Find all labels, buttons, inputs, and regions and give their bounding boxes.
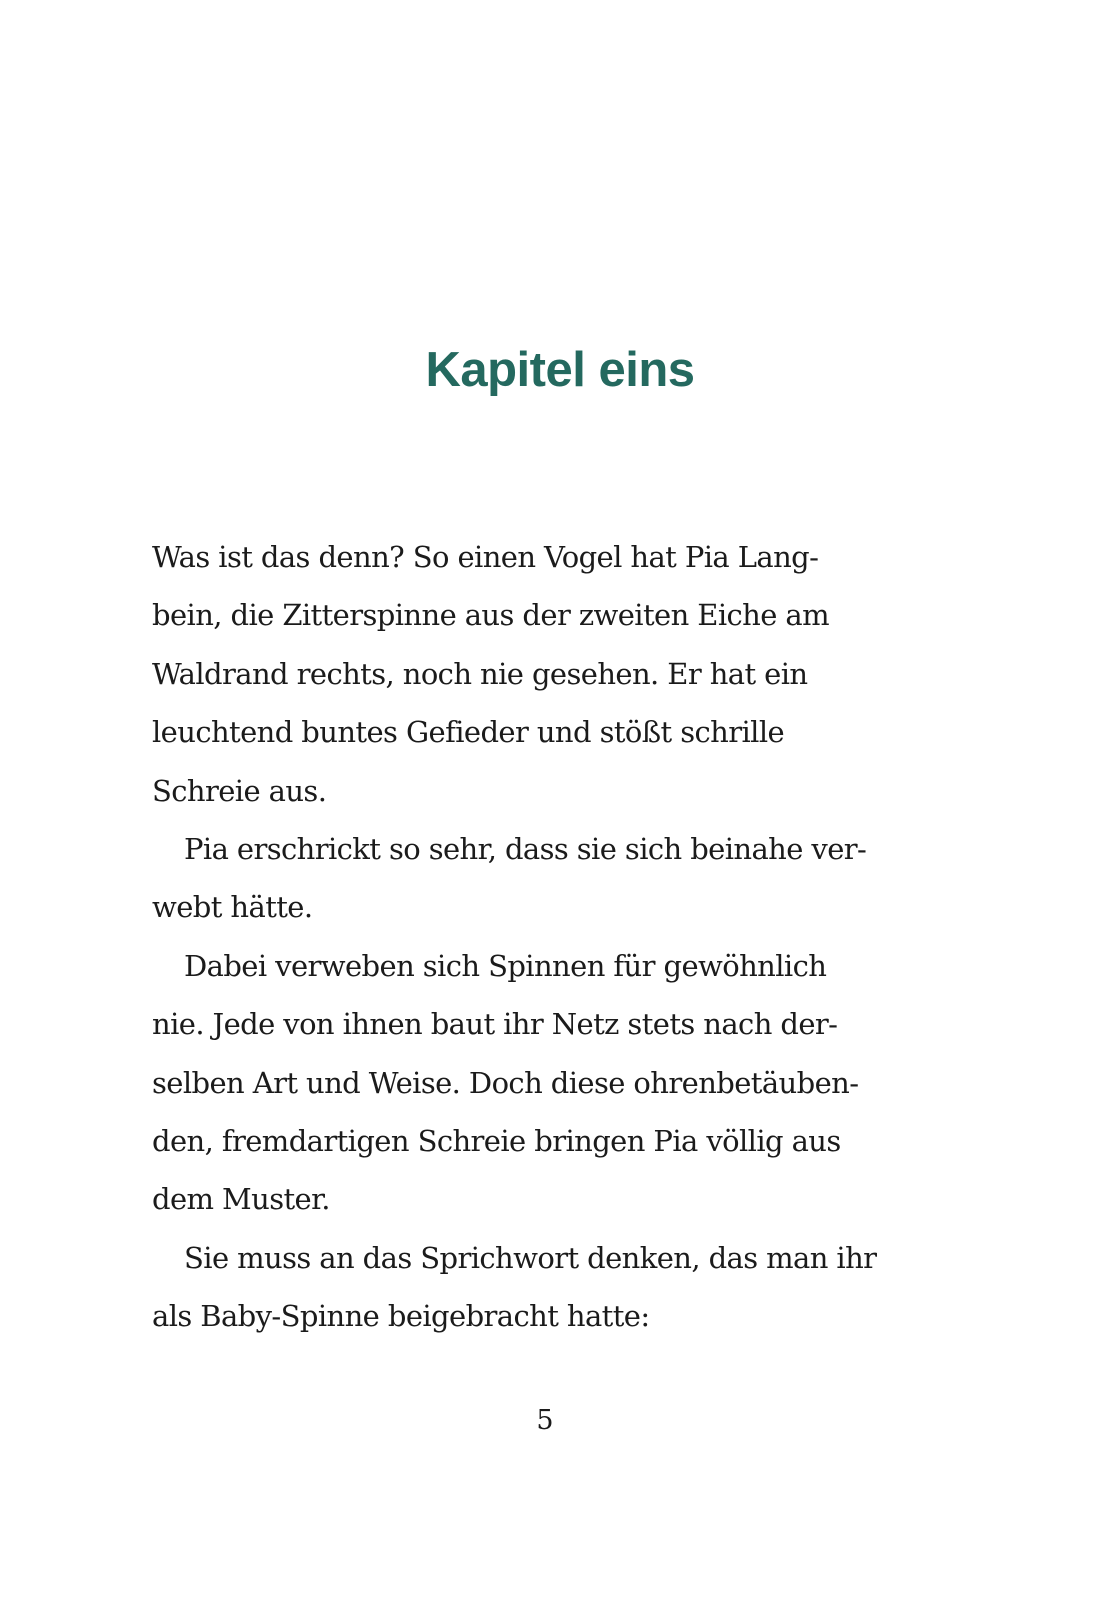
text-line: Waldrand rechts, noch nie gesehen. Er hat ein bbox=[152, 656, 808, 691]
page-number: 5 bbox=[536, 1405, 554, 1436]
text-line: Dabei verweben sich Spinnen für gewöhnlich bbox=[184, 948, 827, 983]
text-line: Schreie aus. bbox=[152, 773, 327, 808]
text-line: Sie muss an das Sprichwort denken, das man ihr bbox=[184, 1240, 877, 1275]
text-line: selben Art und Weise. Doch diese ohrenbetäuben- bbox=[152, 1065, 859, 1100]
text-line: bein, die Zitterspinne aus der zweiten Eiche am bbox=[152, 598, 830, 633]
text-line: den, fremdartigen Schreie bringen Pia völlig aus bbox=[152, 1123, 841, 1158]
text-line: Was ist das denn? So einen Vogel hat Pia Lang- bbox=[152, 540, 819, 574]
text-line: als Baby-Spinne beigebracht hatte: bbox=[152, 1299, 650, 1334]
text-line: leuchtend buntes Gefieder und stößt schrille bbox=[152, 715, 785, 750]
text-line: dem Muster. bbox=[152, 1182, 330, 1217]
text-line: nie. Jede von ihnen baut ihr Netz stets nach der- bbox=[152, 1007, 838, 1042]
text-line: webt hätte. bbox=[152, 890, 313, 925]
chapter-title: Kapitel eins bbox=[425, 343, 695, 397]
body-text bbox=[152, 528, 952, 1345]
text-line: Pia erschrickt so sehr, dass sie sich beinahe ver- bbox=[184, 831, 867, 866]
